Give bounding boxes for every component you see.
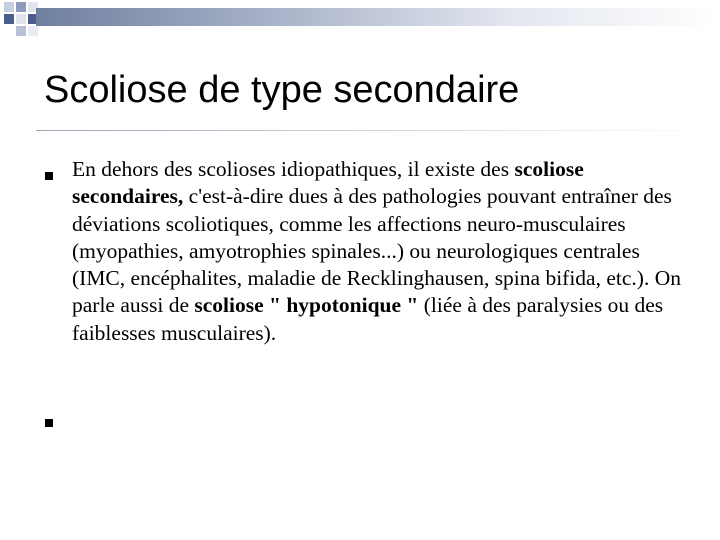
decorative-square xyxy=(16,26,26,36)
decorative-square xyxy=(28,26,38,36)
square-bullet-icon xyxy=(45,172,53,180)
header-gradient-bar xyxy=(36,8,720,26)
bullet-text xyxy=(72,156,684,347)
decorative-square xyxy=(4,2,14,12)
text-segment: En dehors des scolioses idiopathiques, il existe des xyxy=(72,157,515,181)
bullet-list xyxy=(44,156,684,347)
decorative-square xyxy=(16,2,26,12)
bold-text-segment: scoliose secondaires, xyxy=(72,157,584,209)
text-segment: c'est-à-dire dues à des pathologies pouvant entraîner des déviations scoliotiques, comme les affections neuro-musculaires (myopathies, amyotrophies spinales...) ou neurologiques centrales (IMC, encéphalites, maladie de Recklinghausen, spina bifida, etc.). On parle aussi de xyxy=(72,184,681,318)
slide-title: Scoliose de type secondaire xyxy=(44,69,520,111)
bullet-item xyxy=(44,156,684,347)
title-divider xyxy=(36,130,720,131)
text-segment: (liée à des paralysies ou des faiblesses musculaires). xyxy=(72,293,664,345)
bold-text-segment: scoliose " hypotonique " xyxy=(194,293,419,318)
square-bullet-icon xyxy=(45,419,53,427)
decorative-square xyxy=(4,14,14,24)
decorative-square xyxy=(16,14,26,24)
